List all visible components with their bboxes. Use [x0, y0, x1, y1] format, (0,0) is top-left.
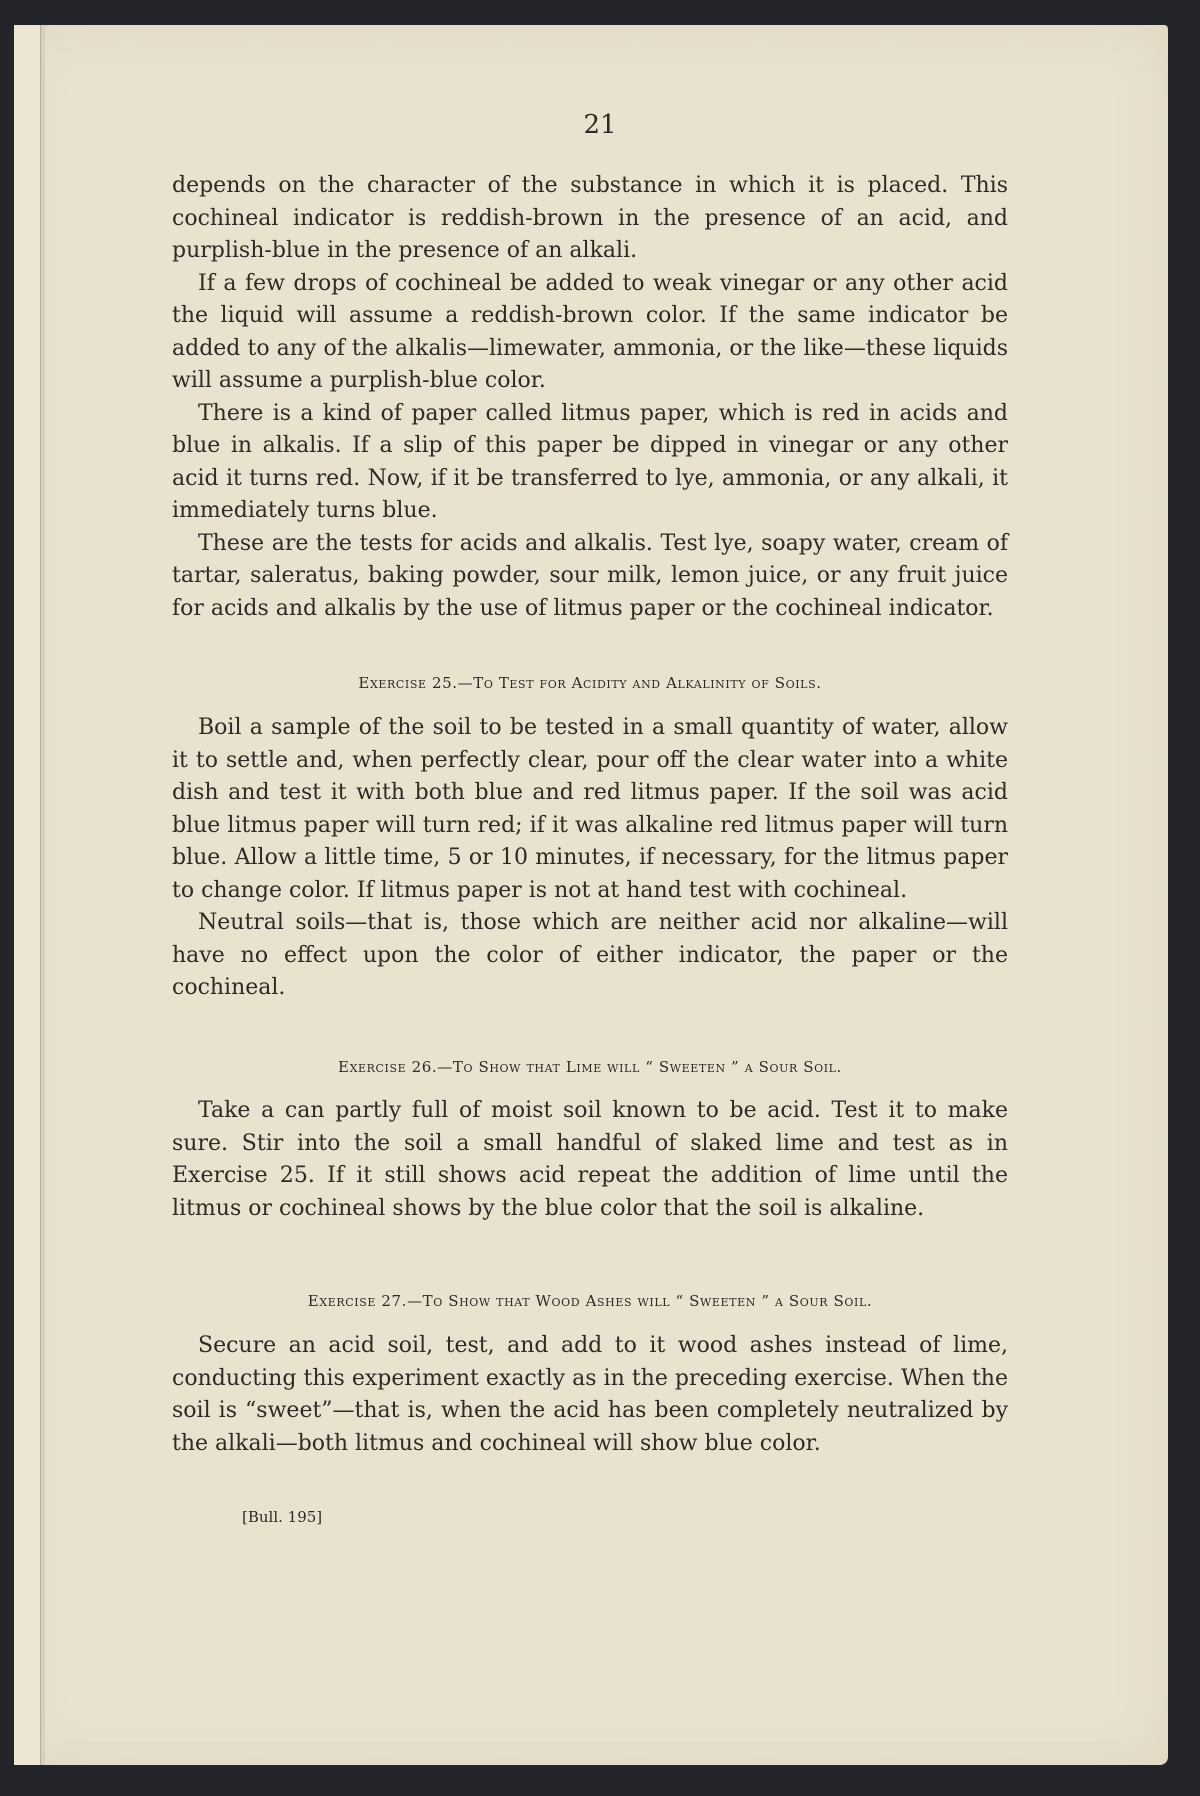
exercise-heading: Exercise 26.—To Show that Lime will “ Sweeten ” a Sour Soil. — [338, 1058, 842, 1076]
bulletin-footer: [Bull. 195] — [242, 1508, 323, 1526]
paragraph: These are the tests for acids and alkalis. Test lye, soapy water, cream of tartar, saleratus, baking powder, sour milk, lemon juice, or any fruit juice for acids and alkalis by the use of litmus paper or the cochineal indicator. — [172, 530, 1008, 621]
exercise-27-body — [172, 1330, 1008, 1460]
paragraph: depends on the character of the substance in which it is placed. This cochineal indicator is reddish-brown in the presence of an acid, and purplish-blue in the presence of an alkali. — [172, 173, 1008, 263]
paragraph: There is a kind of paper called litmus paper, which is red in acids and blue in alkalis. If a slip of this paper be dipped in vinegar or any other acid it turns red. Now, if it be transferred to lye, ammonia, or any alkali, it immediately turns blue. — [172, 400, 1008, 523]
paragraph: If a few drops of cochineal be added to weak vinegar or any other acid the liquid will assume a reddish-brown color. If the same indicator be added to any of the alkalis—limewater, ammonia, or the like—these liquids will assume a purplish-blue color. — [172, 270, 1008, 393]
exercise-26-body — [172, 1095, 1008, 1225]
paragraph: Secure an acid soil, test, and add to it wood ashes instead of lime, conducting this experiment exactly as in the preceding exercise. When the soil is “sweet”—that is, when the acid has been completely neutralized by the alkali—both litmus and cochineal will show blue color. — [172, 1333, 1008, 1456]
book-gutter — [40, 25, 45, 1765]
section-intro — [172, 170, 1008, 625]
paragraph: Boil a sample of the soil to be tested in a small quantity of water, allow it to settle and, when perfectly clear, pour off the clear water into a white dish and test it with both blue and red litmus paper. If the soil was acid blue litmus paper will turn red; if it was alkaline red litmus paper will turn blue. Allow a little time, 5 or 10 minutes, if necessary, for the litmus paper to change color. If litmus paper is not at hand test with cochineal. — [172, 715, 1008, 903]
exercise-27-heading-block — [172, 1292, 1008, 1310]
exercise-26-heading-block — [172, 1058, 1008, 1076]
exercise-heading: Exercise 25.—To Test for Acidity and Alkalinity of Soils. — [358, 674, 822, 692]
exercise-25-body — [172, 712, 1008, 1005]
page-number: 21 — [583, 110, 617, 140]
exercise-25-heading-block — [172, 674, 1008, 692]
exercise-heading: Exercise 27.—To Show that Wood Ashes will “ Sweeten ” a Sour Soil. — [307, 1292, 873, 1310]
previous-page-edge — [14, 25, 40, 1765]
paragraph: Neutral soils—that is, those which are neither acid nor alkaline—will have no effect upon the color of either indicator, the paper or the cochineal. — [172, 910, 1008, 1000]
paragraph: Take a can partly full of moist soil known to be acid. Test it to make sure. Stir into the soil a small handful of slaked lime and test as in Exercise 25. If it still shows acid repeat the addition of lime until the litmus or cochineal shows by the blue color that the soil is alkaline. — [172, 1098, 1008, 1221]
